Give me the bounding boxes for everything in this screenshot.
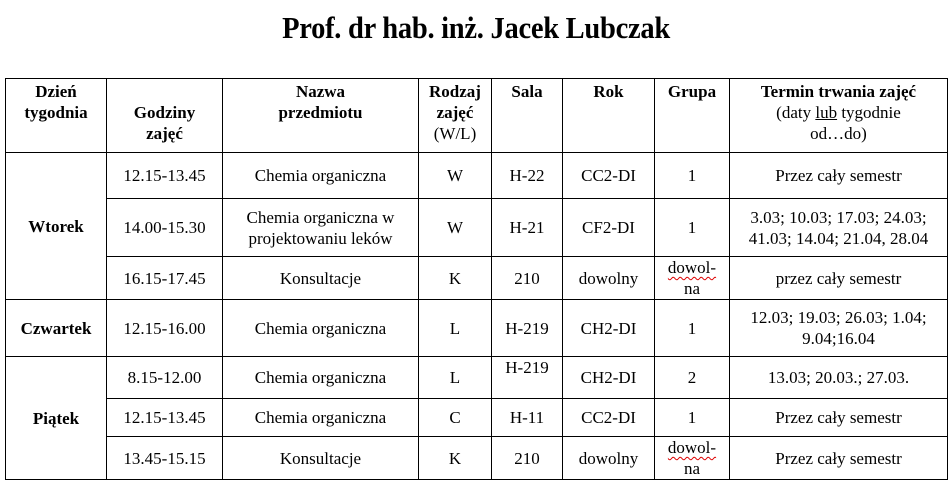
- year-cell: CH2-DI: [563, 300, 655, 357]
- term-cell: 13.03; 20.03.; 27.03.: [730, 357, 948, 399]
- table-row: [6, 199, 948, 257]
- type-cell: W: [419, 199, 492, 257]
- group-cell: dowol- na: [655, 437, 730, 480]
- group-cell: 1: [655, 300, 730, 357]
- schedule-table: [5, 78, 948, 480]
- day-cell: Wtorek: [6, 153, 107, 300]
- term-cell: Przez cały semestr: [730, 153, 948, 199]
- hours-cell: 12.15-16.00: [107, 300, 223, 357]
- subject-cell: Chemia organiczna: [223, 357, 419, 399]
- type-cell: L: [419, 357, 492, 399]
- term-cell: Przez cały semestr: [730, 437, 948, 480]
- header-room: Sala: [492, 79, 563, 153]
- type-cell: K: [419, 257, 492, 300]
- hours-cell: 16.15-17.45: [107, 257, 223, 300]
- hours-cell: 13.45-15.15: [107, 437, 223, 480]
- term-cell: Przez cały semestr: [730, 399, 948, 437]
- hours-cell: 8.15-12.00: [107, 357, 223, 399]
- year-cell: dowolny: [563, 257, 655, 300]
- header-row: [6, 79, 948, 153]
- type-cell: K: [419, 437, 492, 480]
- hours-cell: 12.15-13.45: [107, 153, 223, 199]
- header-group: Grupa: [655, 79, 730, 153]
- page-title: Prof. dr hab. inż. Jacek Lubczak: [282, 10, 670, 45]
- room-cell: H-11: [492, 399, 563, 437]
- header-day: Dzień tygodnia: [6, 79, 107, 153]
- subject-cell: Chemia organiczna w projektowaniu leków: [223, 199, 419, 257]
- hours-cell: 14.00-15.30: [107, 199, 223, 257]
- header-term: Termin trwania zajęć (daty lub tygodnie od…do): [730, 79, 948, 153]
- year-cell: CH2-DI: [563, 357, 655, 399]
- header-type: Rodzaj zajęć (W/L): [419, 79, 492, 153]
- subject-cell: Konsultacje: [223, 437, 419, 480]
- group-cell: 1: [655, 199, 730, 257]
- room-cell: 210: [492, 257, 563, 300]
- day-cell: Piątek: [6, 357, 107, 480]
- table-row: [6, 300, 948, 357]
- room-cell: H-21: [492, 199, 563, 257]
- subject-cell: Chemia organiczna: [223, 399, 419, 437]
- group-cell: dowol- na: [655, 257, 730, 300]
- table-row: [6, 357, 948, 399]
- room-cell: H-22: [492, 153, 563, 199]
- year-cell: CC2-DI: [563, 399, 655, 437]
- group-cell: 2: [655, 357, 730, 399]
- table-row: [6, 257, 948, 300]
- term-cell: 12.03; 19.03; 26.03; 1.04; 9.04;16.04: [730, 300, 948, 357]
- year-cell: CF2-DI: [563, 199, 655, 257]
- type-cell: W: [419, 153, 492, 199]
- term-cell: 3.03; 10.03; 17.03; 24.03; 41.03; 14.04; 21.04, 28.04: [730, 199, 948, 257]
- hours-cell: 12.15-13.45: [107, 399, 223, 437]
- header-subject: Nazwa przedmiotu: [223, 79, 419, 153]
- group-cell: 1: [655, 399, 730, 437]
- term-cell: przez cały semestr: [730, 257, 948, 300]
- room-cell: 210: [492, 437, 563, 480]
- header-hours: Godziny zajęć: [107, 79, 223, 153]
- type-cell: C: [419, 399, 492, 437]
- subject-cell: Konsultacje: [223, 257, 419, 300]
- table-row: [6, 153, 948, 199]
- subject-cell: Chemia organiczna: [223, 300, 419, 357]
- room-cell: H-219: [492, 300, 563, 357]
- table-row: [6, 399, 948, 437]
- table-row: [6, 437, 948, 480]
- year-cell: CC2-DI: [563, 153, 655, 199]
- header-year: Rok: [563, 79, 655, 153]
- day-cell: Czwartek: [6, 300, 107, 357]
- subject-cell: Chemia organiczna: [223, 153, 419, 199]
- type-cell: L: [419, 300, 492, 357]
- group-cell: 1: [655, 153, 730, 199]
- room-cell: H-219: [492, 357, 563, 399]
- year-cell: dowolny: [563, 437, 655, 480]
